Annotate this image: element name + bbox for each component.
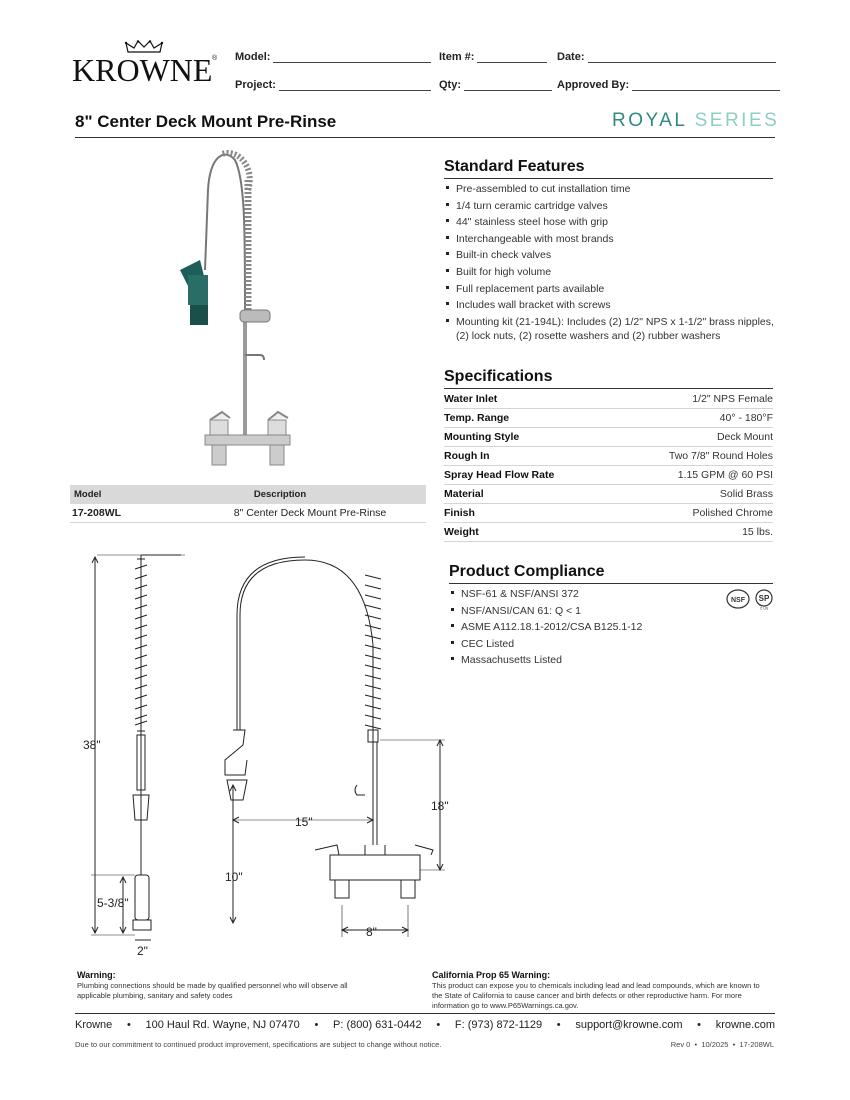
dimension-riser: 18" — [431, 799, 449, 813]
list-item: ASME A112.18.1-2012/CSA B125.1-12 — [449, 620, 709, 634]
series-word-series: SERIES — [694, 110, 780, 131]
qty-field[interactable] — [439, 79, 552, 91]
specifications-table — [444, 390, 773, 542]
footer-revision: Rev 0 • 10/2025 • 17-208WL — [670, 1040, 774, 1049]
dimension-drawing — [75, 545, 455, 965]
series-word-royal: ROYAL — [612, 110, 687, 131]
table-row — [444, 428, 773, 447]
table-row — [444, 447, 773, 466]
table-row — [444, 390, 773, 409]
dimension-base-width: 2" — [137, 944, 148, 958]
approved-field[interactable] — [557, 79, 780, 91]
spec-label: Water Inlet — [444, 393, 498, 405]
list-item: Includes wall bracket with screws — [444, 298, 774, 312]
spec-value: 1.15 GPM @ 60 PSI — [677, 469, 773, 481]
list-item: Interchangeable with most brands — [444, 232, 774, 246]
footer-disclaimer: Due to our commitment to continued product improvement, specifications are subject to change without notice. — [75, 1040, 442, 1049]
model-column-header: Model — [74, 489, 102, 500]
footer-email[interactable]: support@krowne.com — [575, 1019, 683, 1031]
standard-features-title: Standard Features — [444, 158, 585, 175]
spec-value: Two 7/8" Round Holes — [668, 450, 773, 462]
project-field-label: Project: — [235, 79, 276, 91]
footer-contact: Krowne • 100 Haul Rd. Wayne, NJ 07470 • P: (800) 631-0442 • F: (973) 872-1129 • support@krowne.com • krowne.com — [75, 1019, 775, 1031]
footer-address: 100 Haul Rd. Wayne, NJ 07470 — [145, 1019, 300, 1031]
registered-mark: ® — [212, 55, 218, 62]
compliance-list — [449, 587, 709, 670]
prop65-warning — [432, 970, 772, 1011]
prop65-text: This product can expose you to chemicals including lead and lead compounds, which are known to the State of California to cause cancer and birth defects or other reproductive harm. For more information go to www.P65Warnings.ca.gov. — [432, 981, 760, 1010]
spec-value: 1/2" NPS Female — [692, 393, 773, 405]
spec-label: Spray Head Flow Rate — [444, 469, 555, 481]
certification-logos — [726, 588, 778, 610]
spec-label: Weight — [444, 526, 479, 538]
warning-title: Warning: — [77, 970, 116, 980]
csa-logo-subtext: C US — [759, 606, 769, 610]
dimension-center: 8" — [366, 925, 377, 939]
product-title: 8" Center Deck Mount Pre-Rinse — [75, 112, 337, 131]
dimension-reach: 15" — [295, 815, 313, 829]
dimension-spout-height: 10" — [225, 870, 243, 884]
model-table-header — [70, 485, 426, 504]
list-item: CEC Listed — [449, 637, 709, 651]
list-item: Pre-assembled to cut installation time — [444, 182, 774, 196]
table-row — [70, 504, 426, 523]
spec-value: Solid Brass — [719, 488, 773, 500]
model-number: 17-208WL — [72, 507, 122, 519]
table-row — [444, 523, 773, 542]
list-item: 1/4 turn ceramic cartridge valves — [444, 199, 774, 213]
table-row — [444, 485, 773, 504]
list-item: NSF/ANSI/CAN 61: Q < 1 — [449, 604, 709, 618]
model-description: 8" Center Deck Mount Pre-Rinse — [233, 507, 387, 519]
standard-features-list — [444, 182, 774, 345]
features-divider — [444, 178, 773, 179]
model-field-label: Model: — [235, 51, 271, 63]
specifications-divider — [444, 388, 773, 389]
qty-field-label: Qty: — [439, 79, 461, 91]
list-item: Mounting kit (21-194L): Includes (2) 1/2" NPS x 1-1/2" brass nipples, (2) lock nuts, (2) rosette washers and (2) rubber washers — [444, 315, 774, 343]
item-field[interactable] — [439, 51, 547, 63]
table-row — [444, 409, 773, 428]
spec-label: Material — [444, 488, 484, 500]
brand-name: KROWNE — [72, 52, 213, 88]
prop65-title: California Prop 65 Warning: — [432, 970, 551, 980]
approved-field-label: Approved By: — [557, 79, 630, 91]
footer-website[interactable]: krowne.com — [715, 1019, 775, 1031]
spec-value: 40° - 180°F — [719, 412, 773, 424]
title-divider — [75, 137, 775, 138]
date-field-label: Date: — [557, 51, 585, 63]
footer-divider — [75, 1013, 775, 1014]
compliance-title: Product Compliance — [449, 563, 605, 580]
warning-text: Plumbing connections should be made by qualified personnel who will observe all applicable plumbing, sanitary and safety codes — [77, 981, 348, 1000]
list-item: Built-in check valves — [444, 248, 774, 262]
product-photo — [160, 150, 300, 475]
footer-phone: P: (800) 631-0442 — [333, 1019, 422, 1031]
series-logo — [612, 110, 779, 132]
model-field[interactable] — [235, 51, 431, 63]
csa-logo-text: SP — [758, 594, 770, 603]
table-row — [444, 466, 773, 485]
krowne-logo — [72, 40, 222, 90]
specifications-title: Specifications — [444, 368, 553, 385]
list-item: Massachusetts Listed — [449, 653, 709, 667]
project-field[interactable] — [235, 79, 431, 91]
footer-company: Krowne — [75, 1019, 113, 1031]
spec-value: 15 lbs. — [742, 526, 773, 538]
plumbing-warning — [77, 970, 357, 1001]
dimension-height: 38" — [83, 738, 101, 752]
item-field-label: Item #: — [439, 51, 475, 63]
list-item: 44" stainless steel hose with grip — [444, 215, 774, 229]
spec-label: Finish — [444, 507, 475, 519]
list-item: NSF-61 & NSF/ANSI 372 — [449, 587, 709, 601]
spec-value: Polished Chrome — [692, 507, 773, 519]
description-column-header: Description — [253, 489, 307, 500]
spec-label: Rough In — [444, 450, 490, 462]
nsf-logo-text: NSF — [731, 597, 745, 604]
spec-label: Mounting Style — [444, 431, 520, 443]
footer-fax: F: (973) 872-1129 — [454, 1019, 543, 1031]
table-row — [444, 504, 773, 523]
list-item: Built for high volume — [444, 265, 774, 279]
compliance-divider — [449, 583, 773, 584]
list-item: Full replacement parts available — [444, 282, 774, 296]
spec-label: Temp. Range — [444, 412, 510, 424]
dimension-base-height: 5-3/8" — [97, 896, 129, 910]
date-field[interactable] — [557, 51, 776, 63]
spec-value: Deck Mount — [716, 431, 773, 443]
